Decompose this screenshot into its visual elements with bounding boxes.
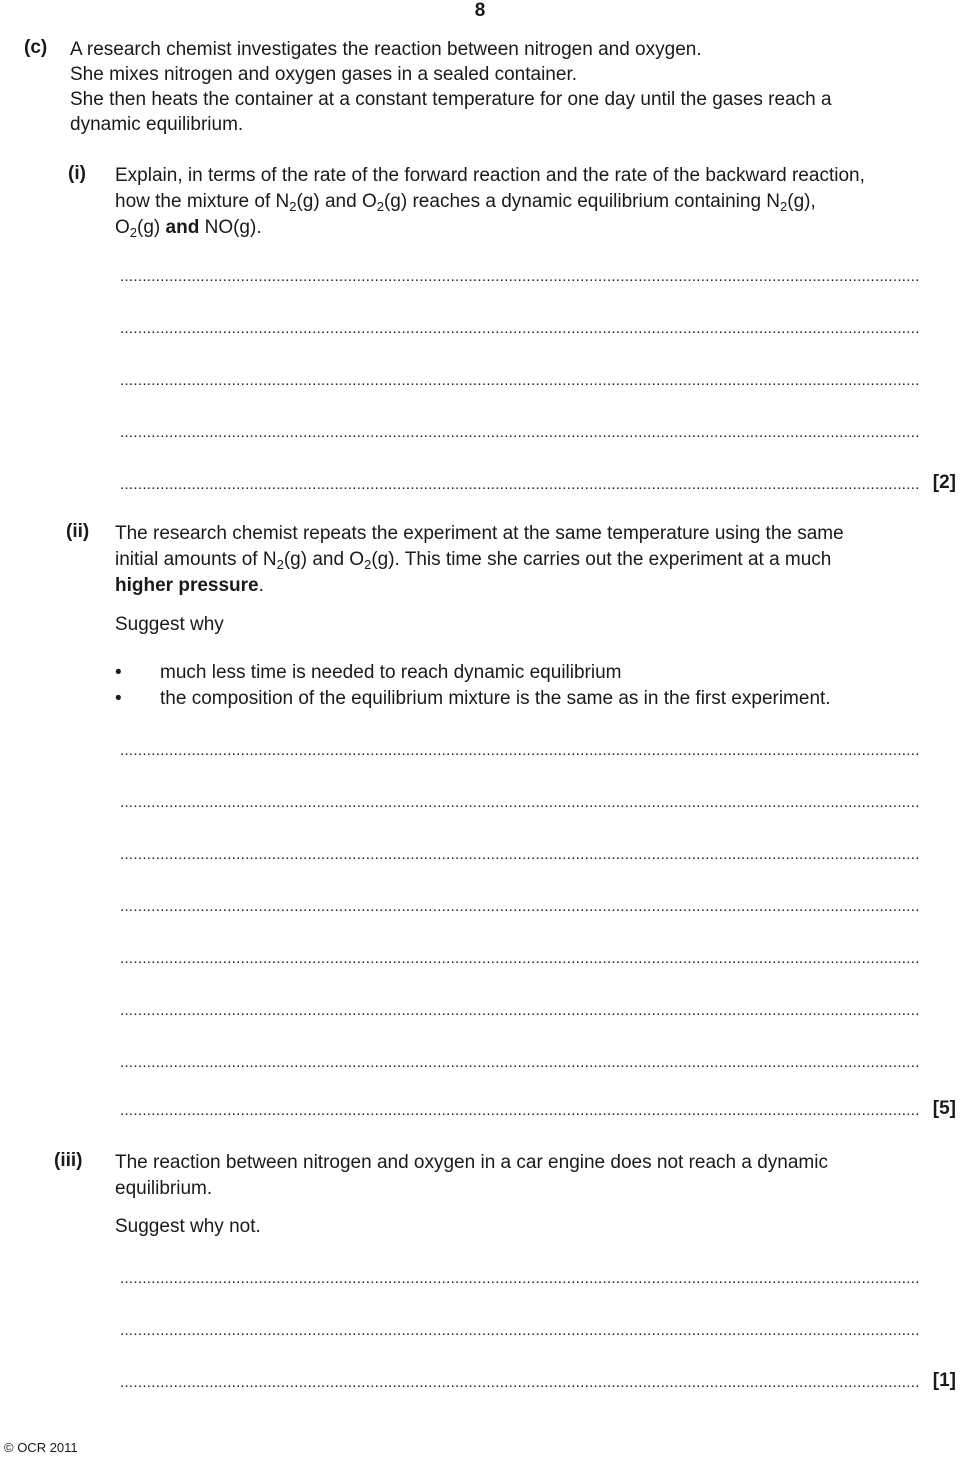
answer-line[interactable]: ................................................................................................................................................................................... bbox=[120, 898, 920, 915]
answer-line[interactable]: ................................................................................................................................................................................... bbox=[120, 1002, 920, 1019]
answer-line[interactable]: ................................................................................................................................................................................... bbox=[120, 268, 920, 285]
answer-line[interactable]: ................................................................................................................................................................................... bbox=[120, 794, 920, 811]
answer-line[interactable]: ................................................................................................................................................................................... bbox=[120, 1270, 920, 1287]
question-i-line3: $O_2(g)$ and NO(g). bbox=[115, 217, 262, 240]
question-i-text bbox=[115, 163, 960, 241]
question-i-label: (i) bbox=[68, 163, 86, 184]
answer-line[interactable]: ................................................................................................................................................................................... bbox=[120, 1054, 920, 1071]
part-c-line: She mixes nitrogen and oxygen gases in a sealed container. bbox=[70, 64, 577, 85]
answer-line[interactable]: ................................................................................................................................................................................... bbox=[120, 1322, 920, 1339]
question-iii-suggest: Suggest why not. bbox=[115, 1216, 261, 1237]
question-i-line1: Explain, in terms of the rate of the forward reaction and the rate of the backward reaction, bbox=[115, 165, 865, 186]
part-c-line: A research chemist investigates the reaction between nitrogen and oxygen. bbox=[70, 39, 702, 60]
question-iii-text bbox=[115, 1150, 960, 1202]
question-ii-suggest: Suggest why bbox=[115, 614, 224, 635]
marks-badge: [2] bbox=[932, 472, 956, 493]
answer-line[interactable]: ................................................................................................................................................................................... bbox=[120, 320, 920, 337]
part-c-intro bbox=[70, 37, 960, 137]
answer-line[interactable]: ................................................................................................................................................................................... bbox=[120, 950, 920, 967]
marks-badge: [1] bbox=[932, 1370, 956, 1391]
bullet-icon: • bbox=[115, 662, 122, 683]
bullet-icon: • bbox=[115, 688, 122, 709]
part-c-line: She then heats the container at a constant temperature for one day until the gases reach a bbox=[70, 89, 832, 110]
answer-line[interactable]: ................................................................................................................................................................................... bbox=[120, 476, 920, 493]
answer-line[interactable]: ................................................................................................................................................................................... bbox=[120, 372, 920, 389]
question-ii-line2: initial amounts of $N_2(g)$ and $O_2(g)$. This time she carries out the experiment at a much bbox=[115, 549, 832, 572]
footer-copyright: © OCR 2011 bbox=[4, 1440, 78, 1455]
question-ii-line3: higher pressure. bbox=[115, 575, 264, 596]
question-iii-line1: The reaction between nitrogen and oxygen in a car engine does not reach a dynamic bbox=[115, 1152, 828, 1173]
question-iii-line2: equilibrium. bbox=[115, 1178, 213, 1199]
answer-line[interactable]: ................................................................................................................................................................................... bbox=[120, 424, 920, 441]
question-ii-label: (ii) bbox=[66, 521, 90, 542]
question-iii-label: (iii) bbox=[54, 1150, 83, 1171]
question-ii-line1: The research chemist repeats the experiment at the same temperature using the same bbox=[115, 523, 844, 544]
answer-line[interactable]: ................................................................................................................................................................................... bbox=[120, 1374, 920, 1391]
part-c-line: dynamic equilibrium. bbox=[70, 114, 244, 135]
bullet-item: the composition of the equilibrium mixture is the same as in the first experiment. bbox=[160, 688, 831, 709]
answer-line[interactable]: ................................................................................................................................................................................... bbox=[120, 846, 920, 863]
question-ii-text bbox=[115, 521, 960, 599]
marks-badge: [5] bbox=[932, 1098, 956, 1119]
page-number: 8 bbox=[474, 0, 486, 21]
answer-line[interactable]: ................................................................................................................................................................................... bbox=[120, 742, 920, 759]
part-c-label: (c) bbox=[24, 37, 48, 58]
answer-line[interactable]: ................................................................................................................................................................................... bbox=[120, 1102, 920, 1119]
bullet-item: much less time is needed to reach dynamic equilibrium bbox=[160, 662, 622, 683]
question-i-line2: how the mixture of $N_2(g)$ and $O_2(g)$ reaches a dynamic equilibrium containing $N_2(g)$, bbox=[115, 191, 816, 214]
